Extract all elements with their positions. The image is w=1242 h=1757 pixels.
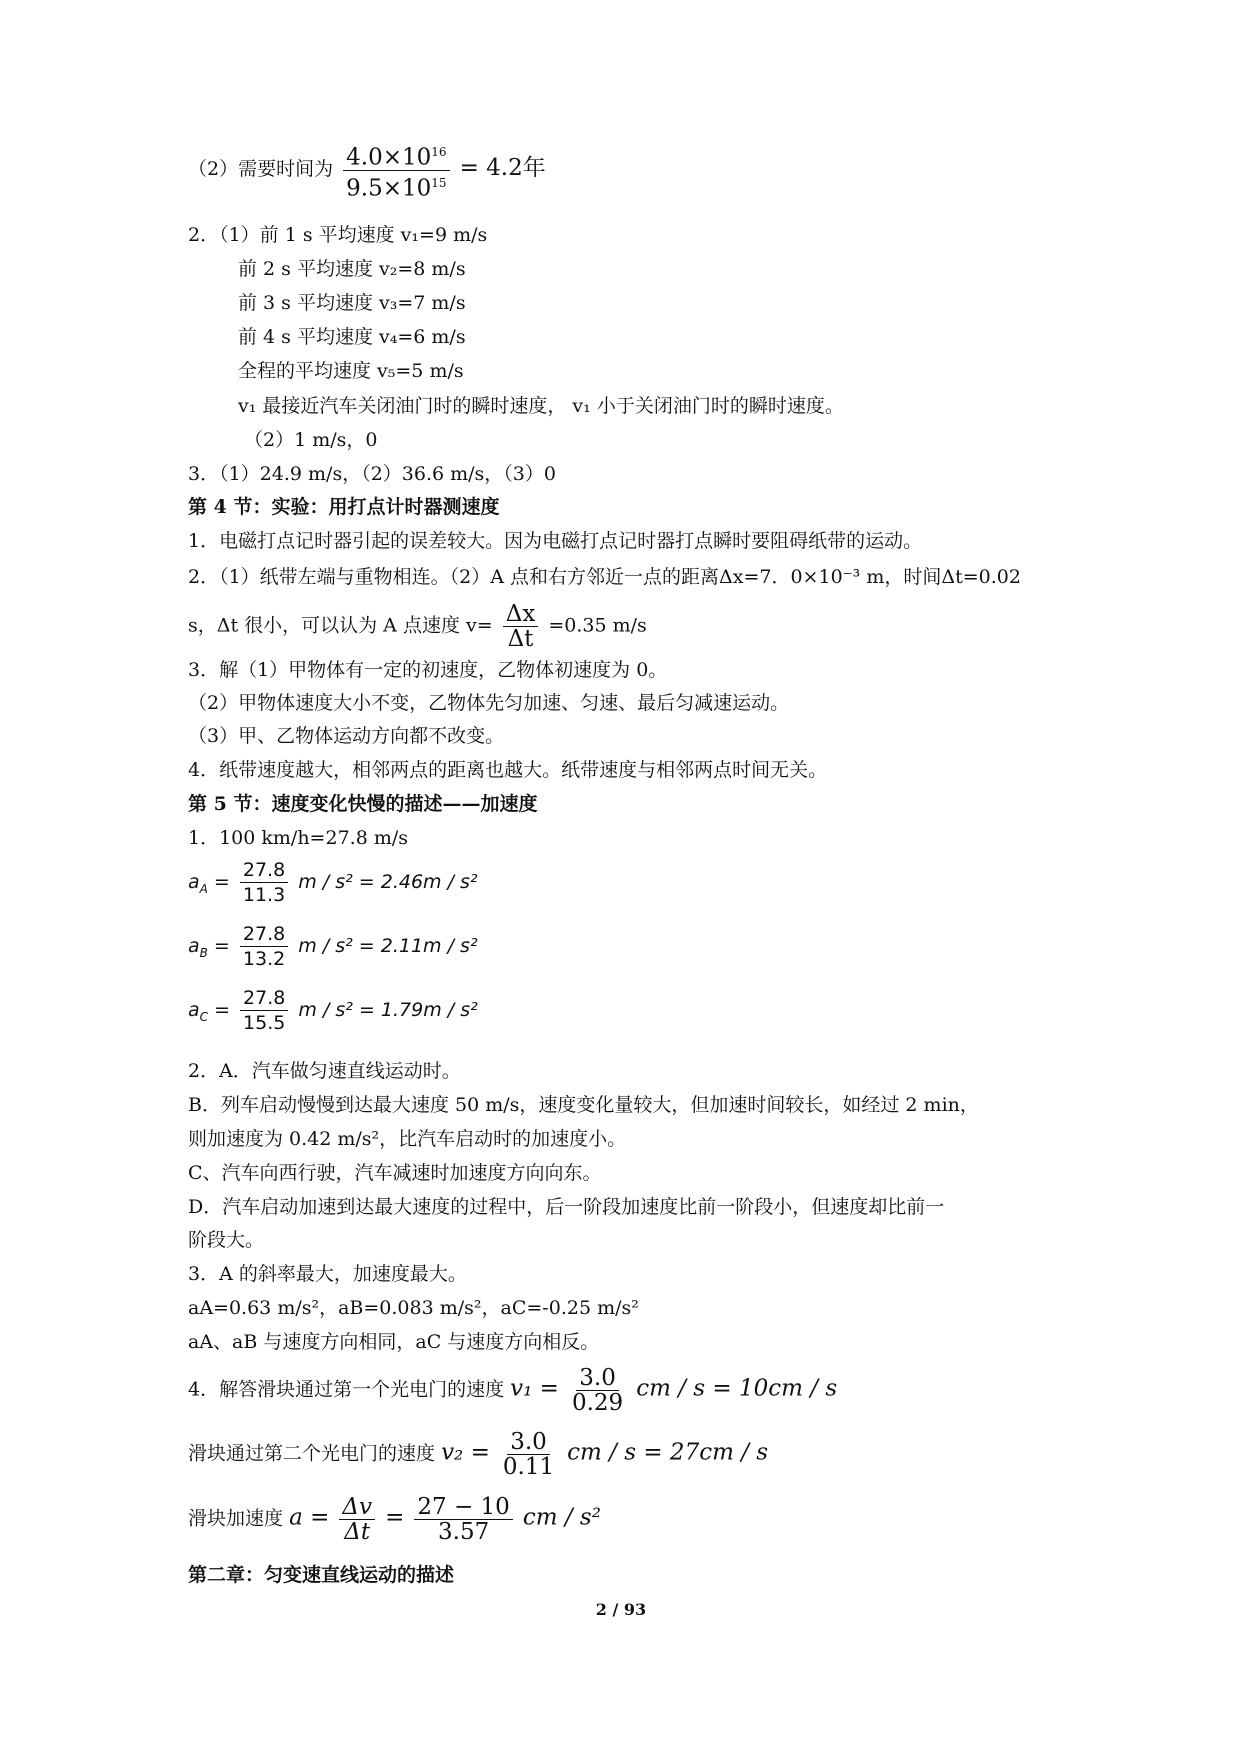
paragraph: 2．（1）纸带左端与重物相连。（2）A 点和右方邻近一点的距离Δx=7．0×10⁻³ m，时间Δt=0.02 xyxy=(188,566,1021,588)
denominator-exponent: 15 xyxy=(431,175,447,190)
fraction-denominator: 9.5×10 xyxy=(346,175,432,202)
fraction-numerator: 27.8 xyxy=(240,922,288,947)
accel-symbol: a xyxy=(188,935,200,957)
time-fraction xyxy=(343,140,449,200)
accel-symbol: a xyxy=(188,999,200,1021)
fraction-numerator: 3.0 xyxy=(576,1366,619,1391)
paragraph: D．汽车启动加速到达最大速度的过程中，后一阶段加速度比前一阶段小，但速度却比前一 xyxy=(188,1196,945,1218)
accel-a-line: $a_A$ = $\frac{27.8}{11.3}$ m / s² = 2.46m / s² xyxy=(188,859,478,906)
paragraph: 前 4 s 平均速度 v₄=6 m/s xyxy=(238,326,466,348)
v1-symbol: v₁ = xyxy=(510,1375,559,1402)
accel-symbol: a xyxy=(188,871,200,893)
accel-result: m / s² = 2.46m / s² xyxy=(298,871,478,893)
fraction-denominator: 13.2 xyxy=(242,948,286,970)
fraction-denominator: 0.29 xyxy=(571,1390,624,1416)
fraction-denominator: 15.5 xyxy=(243,1012,286,1034)
numerator-exponent: 16 xyxy=(431,145,447,159)
fraction-denominator: 3.57 xyxy=(438,1519,490,1545)
fraction-denominator: 0.11 xyxy=(502,1454,555,1480)
v1-fraction xyxy=(569,1366,626,1415)
accel-b-line: $a_B$ = $\frac{27.8}{13.2}$ m / s² = 2.11m / s² xyxy=(188,923,478,970)
paragraph: 3．A 的斜率最大，加速度最大。 xyxy=(188,1263,467,1285)
accel-unit: cm / s² xyxy=(522,1504,601,1531)
fraction-numerator: Δx xyxy=(503,602,539,627)
v1-result: cm / s = 10cm / s xyxy=(636,1375,838,1402)
accel-slider-line xyxy=(188,1495,601,1544)
paragraph: 3．（1）24.9 m/s，（2）36.6 m/s，（3）0 xyxy=(188,463,556,485)
fraction-numerator: 4.0×10 xyxy=(346,144,432,171)
paragraph: aA、aB 与速度方向相同，aC 与速度方向相反。 xyxy=(188,1331,600,1353)
v1-line xyxy=(188,1366,837,1415)
paragraph: 前 3 s 平均速度 v₃=7 m/s xyxy=(238,292,466,314)
fraction-denominator: 11.3 xyxy=(242,884,286,906)
v2-line xyxy=(188,1430,768,1479)
accel-subscript: C xyxy=(199,1009,209,1024)
fraction-denominator: Δt xyxy=(344,1519,371,1545)
paragraph: （2）1 m/s，0 xyxy=(244,429,378,451)
v2-result: cm / s = 27cm / s xyxy=(567,1439,769,1466)
accel-fraction xyxy=(240,922,288,971)
accel-subscript: A xyxy=(199,881,208,896)
v2-symbol: v₂ = xyxy=(441,1439,490,1466)
paragraph: 1．电磁打点记时器引起的误差较大。因为电磁打点记时器打点瞬时要阻碍纸带的运动。 xyxy=(188,530,923,552)
accel-prefix: 滑块加速度 xyxy=(188,1507,284,1530)
paragraph: 则加速度为 0.42 m/s²，比汽车启动时的加速度小。 xyxy=(188,1128,627,1150)
paragraph: 前 2 s 平均速度 v₂=8 m/s xyxy=(238,258,466,280)
fraction-numerator: 3.0 xyxy=(507,1430,550,1455)
paragraph: C、汽车向西行驶，汽车减速时加速度方向向东。 xyxy=(188,1162,602,1184)
velocity-fraction xyxy=(503,602,539,651)
paragraph: 全程的平均速度 v₅=5 m/s xyxy=(238,360,464,382)
fraction-numerator: 27 − 10 xyxy=(414,1495,512,1520)
velocity-result: =0.35 m/s xyxy=(548,614,647,637)
value-fraction xyxy=(414,1495,512,1544)
accel-result: m / s² = 1.79m / s² xyxy=(298,999,478,1021)
paragraph: B．列车启动慢慢到达最大速度 50 m/s，速度变化量较大，但加速时间较长，如经过 2 min， xyxy=(188,1094,979,1116)
accel-symbol: a = xyxy=(289,1504,330,1531)
accel-fraction xyxy=(240,986,288,1035)
fraction-denominator: Δt xyxy=(507,626,534,652)
paragraph: 2．A．汽车做匀速直线运动时。 xyxy=(188,1060,461,1082)
accel-result: m / s² = 2.11m / s² xyxy=(298,935,478,957)
paragraph: 阶段大。 xyxy=(188,1229,265,1251)
equals-sign: = xyxy=(385,1504,405,1531)
time-result: = 4.2年 xyxy=(459,155,546,182)
page-number: 2 / 93 xyxy=(595,1600,647,1619)
fraction-numerator: 27.8 xyxy=(240,858,288,883)
fraction-numerator: 27.8 xyxy=(240,986,288,1011)
paragraph: （3）甲、乙物体运动方向都不改变。 xyxy=(188,725,505,747)
v1-prefix: 4．解答滑块通过第一个光电门的速度 xyxy=(188,1378,505,1401)
velocity-line xyxy=(188,602,647,651)
accel-subscript: B xyxy=(199,945,208,960)
answer-time-prefix: （2）需要时间为 xyxy=(188,158,334,181)
v2-fraction xyxy=(500,1430,557,1479)
section-heading-4: 第 4 节：实验：用打点计时器测速度 xyxy=(188,496,500,518)
accel-c-line: $a_C$ = $\frac{27.8}{15.5}$ m / s² = 1.79m / s² xyxy=(188,987,478,1034)
delta-fraction xyxy=(339,1495,375,1544)
paragraph: v₁ 最接近汽车关闭油门时的瞬时速度， v₁ 小于关闭油门时的瞬时速度。 xyxy=(238,395,844,417)
velocity-prefix: s，Δt 很小，可以认为 A 点速度 v= xyxy=(188,614,493,637)
paragraph: aA=0.63 m/s²，aB=0.083 m/s²，aC=-0.25 m/s² xyxy=(188,1297,639,1319)
answer-time-line xyxy=(188,140,546,200)
section-heading-5: 第 5 节：速度变化快慢的描述——加速度 xyxy=(188,793,538,815)
paragraph: 2．（1）前 1 s 平均速度 v₁=9 m/s xyxy=(188,224,488,246)
accel-fraction xyxy=(240,858,288,907)
v2-prefix: 滑块通过第二个光电门的速度 xyxy=(188,1442,436,1465)
paragraph: （2）甲物体速度大小不变，乙物体先匀加速、匀速、最后匀减速运动。 xyxy=(188,692,790,714)
fraction-numerator: Δv xyxy=(339,1495,375,1520)
paragraph: 4．纸带速度越大，相邻两点的距离也越大。纸带速度与相邻两点时间无关。 xyxy=(188,759,828,781)
paragraph: 3．解（1）甲物体有一定的初速度，乙物体初速度为 0。 xyxy=(188,659,668,681)
paragraph: 1．100 km/h=27.8 m/s xyxy=(188,827,408,849)
chapter-heading: 第二章：匀变速直线运动的描述 xyxy=(188,1564,455,1586)
